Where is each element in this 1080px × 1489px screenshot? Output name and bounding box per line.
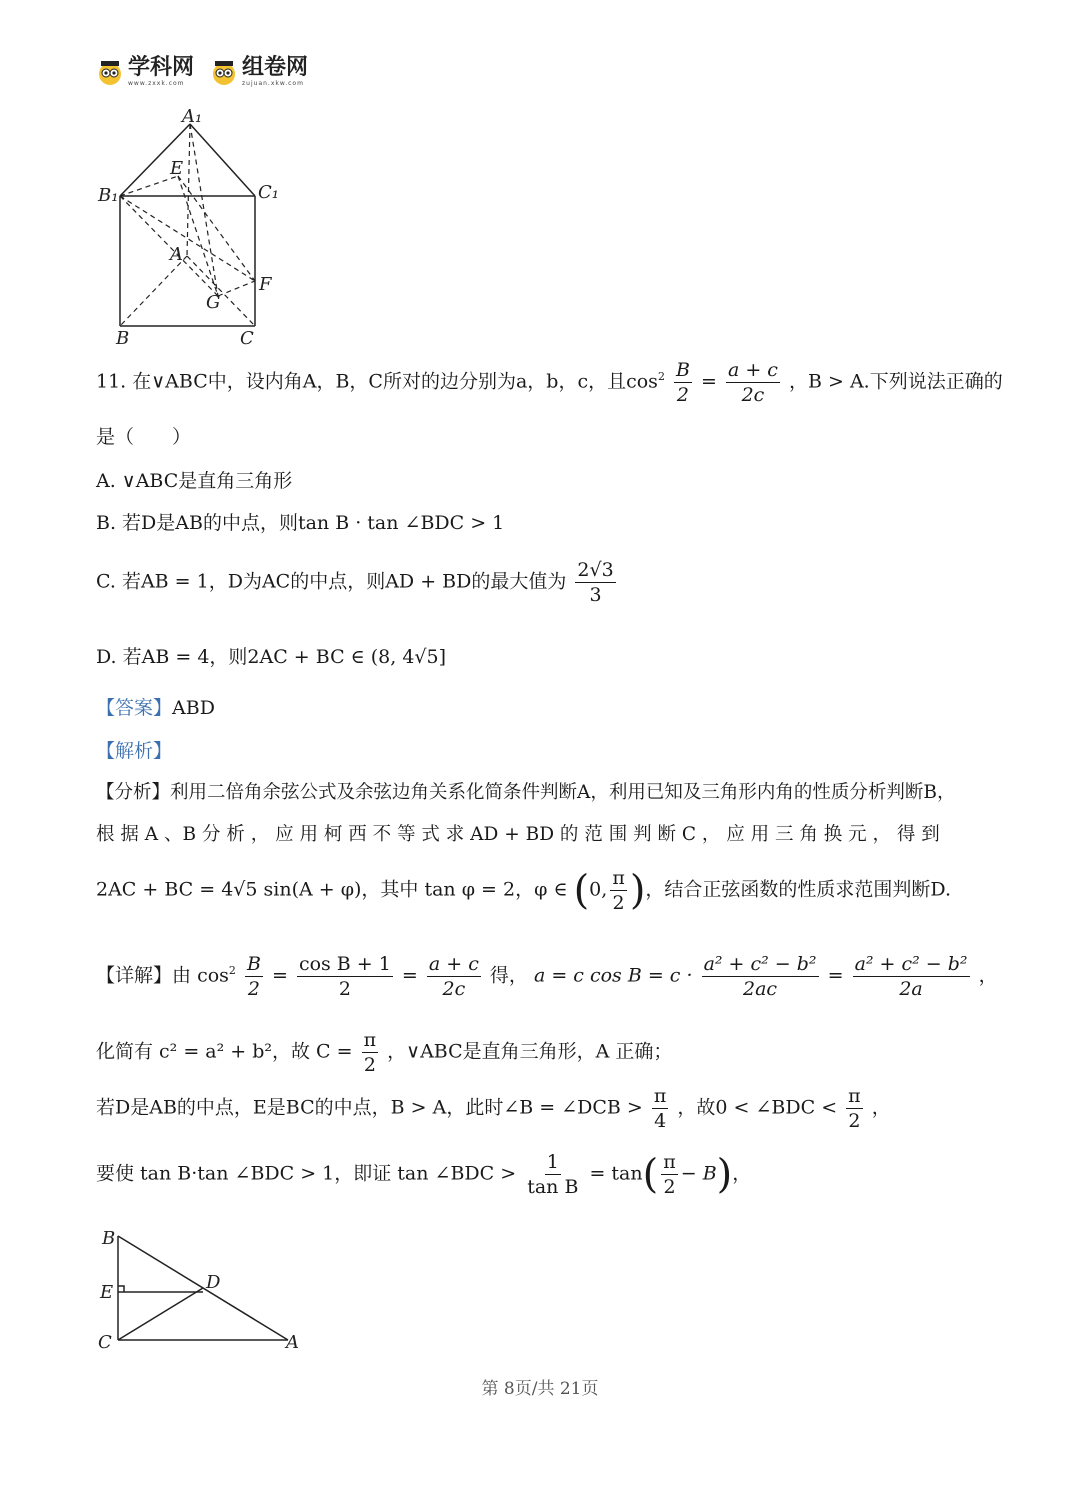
header-logos bbox=[96, 56, 308, 87]
logo1-url: www.zxxk.com bbox=[128, 80, 185, 87]
question-number: 11. bbox=[96, 370, 127, 393]
option-c bbox=[96, 558, 619, 607]
analysis-frac: $\frac{\pi}{2}$ bbox=[612, 867, 625, 914]
triangle-figure bbox=[92, 1222, 312, 1357]
owl-icon bbox=[210, 58, 238, 86]
answer-value: ABD bbox=[172, 697, 215, 719]
detail-line2: 化简有 c² = a² + b²，故 C = $\frac{\pi}{2}$ ，∨ABC是直角三角形，A 正确； bbox=[96, 1029, 673, 1076]
label-c: C bbox=[240, 328, 254, 349]
label-b1: B₁ bbox=[98, 185, 119, 206]
logo2-url: zujuan.xkw.com bbox=[242, 80, 304, 87]
label-f: F bbox=[259, 274, 272, 295]
option-c-text: C. 若AB = 1，D为AC的中点，则AD + BD的最大值为 bbox=[96, 570, 567, 593]
logo1-text: 学科网 bbox=[128, 55, 195, 80]
analysis-line3-b: ，结合正弦函数的性质求范围判断D. bbox=[645, 878, 952, 901]
stem-fraction2: $\frac{a + c}{2c}$ bbox=[727, 359, 778, 406]
label-b: B bbox=[116, 328, 130, 349]
prism-figure bbox=[90, 108, 290, 353]
label-a: A bbox=[170, 244, 183, 265]
option-d: D. 若AB = 4，则2AC + BC ∈ (8, 4√5] bbox=[96, 646, 447, 668]
label-g: G bbox=[206, 292, 221, 313]
detail-line4: 要使 tan B·tan ∠BDC > 1，即证 tan ∠BDC > $\frac{1}{\text{tan B}}$ = tan( $\frac{\pi}{2}$ − B)， bbox=[96, 1151, 752, 1198]
analysis-label: 【解析】 bbox=[96, 740, 173, 762]
analysis-line3: 2AC + BC = 4√5 sin(A + φ)，其中 tan φ = 2，φ ∈ (0, $\frac{\pi}{2}$ )，结合正弦函数的性质求范围判断D. bbox=[96, 867, 952, 914]
answer-label: 【答案】 bbox=[96, 697, 173, 719]
tri-label-c: C bbox=[98, 1332, 112, 1353]
tri-label-d: D bbox=[206, 1272, 221, 1293]
analysis-line3-a: 2AC + BC = 4√5 sin(A + φ)，其中 tan φ = 2，φ ∈ bbox=[96, 878, 574, 901]
option-a: A. ∨ABC是直角三角形 bbox=[96, 470, 293, 492]
detail-line1: 【详解】由 $\cos^2$ $\frac{B}{2}$ = $\frac{\text{cos B + 1}}{2}$ = $\frac{a + c}{2c}$ 得， a = c cos B = c · $\frac{\text{a² + c² − b²}}{2ac}$ = $\frac{\text{a² + c² − b²}}{2a}$ ， bbox=[96, 953, 998, 1000]
logo2-text: 组卷网 bbox=[242, 55, 309, 80]
stem-part2: ，B > A.下列说法正确的 bbox=[788, 370, 1003, 393]
logo-zujuan bbox=[210, 56, 308, 87]
detail-line3: 若D是AB的中点，E是BC的中点，B > A，此时∠B = ∠DCB > $\frac{\pi}{4}$ ，故0 < ∠BDC < $\frac{\pi}{2}$ ， bbox=[96, 1085, 891, 1132]
stem-eq: = bbox=[701, 370, 717, 393]
label-c1: C₁ bbox=[258, 182, 279, 203]
option-c-fraction: $\frac{2√3}{3}$ bbox=[577, 559, 614, 606]
analysis-line1: 【分析】利用二倍角余弦公式及余弦边角关系化简条件判断A，利用已知及三角形内角的性质分析判断B， bbox=[96, 782, 956, 803]
stem-part3: 是（ ） bbox=[96, 426, 192, 448]
tri-label-b: B bbox=[102, 1228, 116, 1249]
answer-line bbox=[96, 693, 215, 720]
logo-xueke bbox=[96, 56, 194, 87]
label-a1: A₁ bbox=[182, 108, 203, 127]
tri-label-a: A bbox=[286, 1332, 299, 1353]
stem-fraction1: $\frac{B}{2}$ bbox=[675, 359, 690, 406]
detail-label: 【详解】由 bbox=[96, 964, 192, 987]
page-footer: 第 8页/共 21页 bbox=[481, 1379, 599, 1399]
question-stem: 11. 在∨ABC中，设内角A，B，C所对的边分别为a，b，c，且$\cos^2$ $\frac{B}{2}$ = $\frac{a + c}{2c}$ ，B > A.下列说法正确的 bbox=[96, 359, 1003, 406]
option-b: B. 若D是AB的中点，则tan B · tan ∠BDC > 1 bbox=[96, 512, 505, 534]
label-e: E bbox=[170, 158, 184, 179]
analysis-line2: 根 据 A 、B 分 析 ， 应 用 柯 西 不 等 式 求 AD + BD 的 范 围 判 断 C ， 应 用 三 角 换 元 ， 得 到 bbox=[96, 824, 940, 845]
stem-part1: 在∨ABC中，设内角A，B，C所对的边分别为a，b，c，且cos bbox=[132, 370, 658, 393]
tri-label-e: E bbox=[100, 1282, 114, 1303]
owl-icon bbox=[96, 58, 124, 86]
